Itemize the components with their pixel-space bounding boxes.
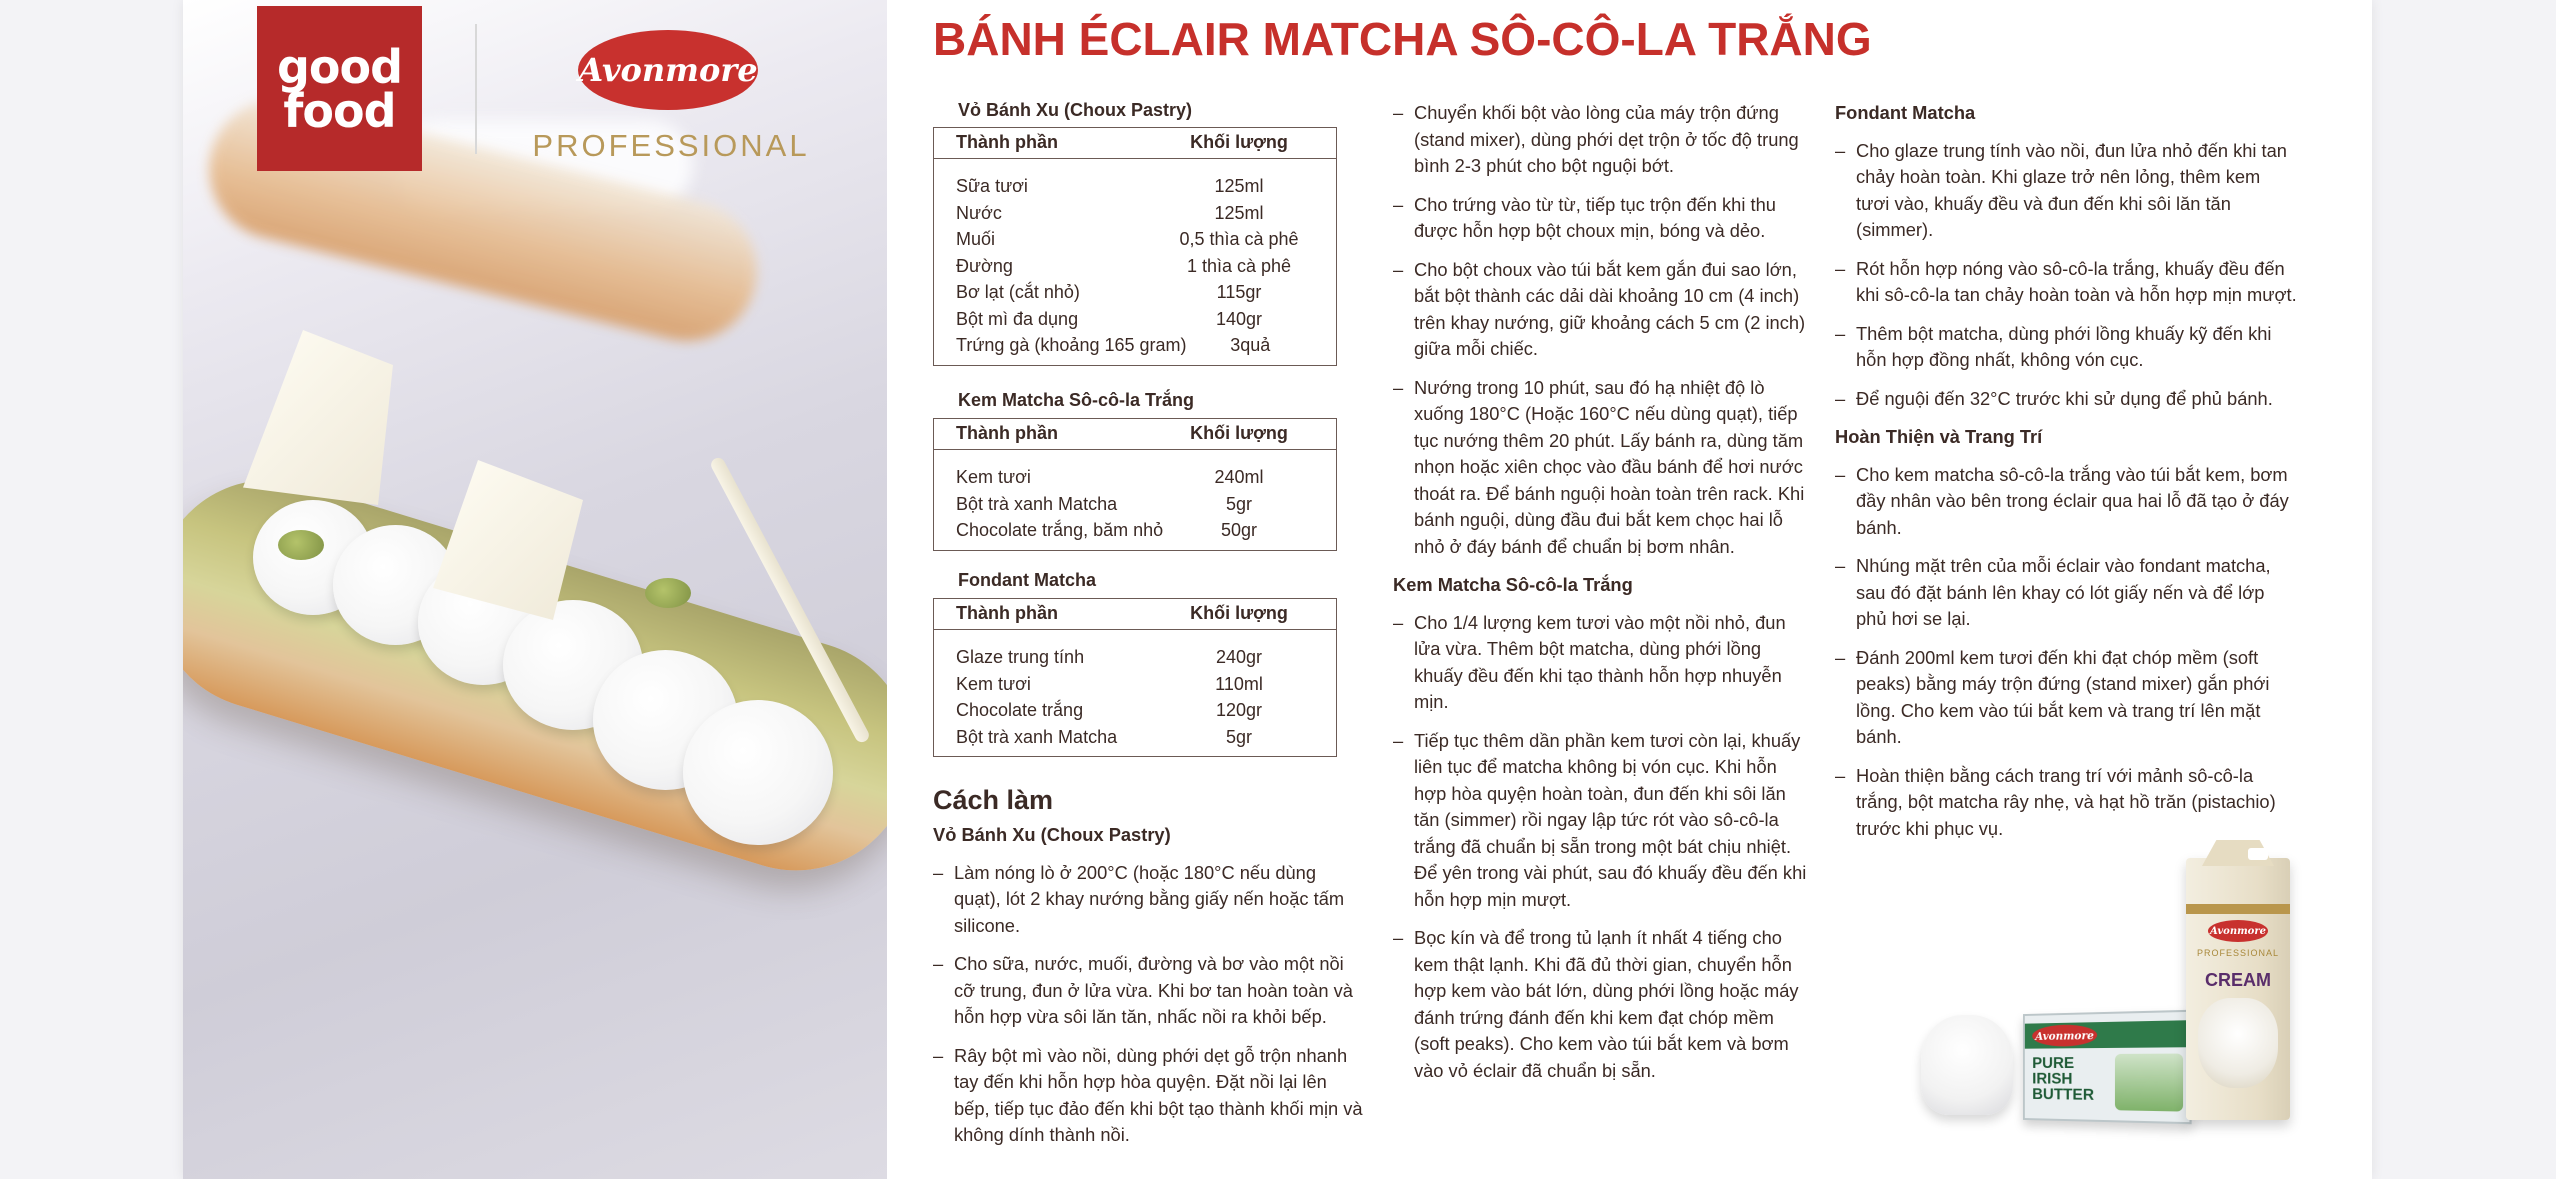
ingredient-qty: 3quả (1230, 335, 1271, 355)
ingredient-qty: 120gr (1215, 700, 1263, 720)
method-steps (1393, 100, 1813, 560)
butter-pack-cow-image (2115, 1054, 2183, 1112)
ingredient-name: Chocolate trắng (956, 700, 1084, 720)
table-row (934, 644, 1336, 671)
method-step: – Tiếp tục thêm dần phần kem tươi còn lại, khuấy liên tục để matcha không bị vón cục. Khi hỗn hợp hòa quyện hoàn toàn, đun đến khi sôi lăn tăn (simmer) rồi ngay lập tức rót vào sô-cô-la trắng đã chuẩn bị sẵn trong một bát chịu nhiệt. Để yên trong vài phút, sau đó khuấy đều đến khi hỗn hợp mịn mượt. (1393, 728, 1813, 914)
ingredient-name: Bơ lạt (cắt nhỏ) (956, 282, 1080, 302)
recipe-page (183, 0, 2372, 1179)
method-step: – Cho kem matcha sô-cô-la trắng vào túi bắt kem, bơm đầy nhân vào bên trong éclair qua hai lỗ đã tạo ở đáy bánh. (1835, 462, 2297, 542)
white-chocolate-shard (243, 330, 393, 505)
table-header (934, 419, 1336, 450)
table-heading: Vỏ Bánh Xu (Choux Pastry) (958, 100, 1193, 120)
method-heading: Fondant Matcha (1835, 102, 1976, 123)
column-header-quantity: Khối lượng (1190, 603, 1288, 623)
ingredient-name: Kem tươi (956, 673, 1031, 694)
column-header-ingredient: Thành phần (956, 132, 1058, 152)
ingredients-table-choux (933, 127, 1337, 366)
column-header-ingredient: Thành phần (956, 423, 1058, 443)
method-heading: Kem Matcha Sô-cô-la Trắng (1393, 574, 1633, 595)
column-header-quantity: Khối lượng (1190, 132, 1288, 152)
method-step: – Thêm bột matcha, dùng phới lồng khuấy kỹ đến khi hỗn hợp đồng nhất, không vón cục. (1835, 321, 2297, 374)
ingredient-qty: 1 thìa cà phê (1186, 255, 1292, 276)
method-step: – Để nguội đến 32°C trước khi sử dụng để phủ bánh. (1835, 386, 2297, 413)
method-step: – Nướng trong 10 phút, sau đó hạ nhiệt độ lò xuống 180°C (Hoặc 160°C nếu dùng quạt), tiếp tục nướng thêm 20 phút. Lấy bánh ra, dùng tăm nhọn hoặc xiên chọc vào đầu bánh để hơi nước thoát ra. Để bánh nguội hoàn toàn trên rack. Khi bánh nguội, dùng đầu đui bắt kem chọc hai lỗ nhỏ ở đáy bánh để chuẩn bị bơm nhân. (1393, 375, 1813, 561)
table-row (934, 724, 1336, 751)
method-steps (1835, 138, 2297, 413)
avonmore-logo: Avonmore (578, 30, 758, 110)
method-step: – Hoàn thiện bằng cách trang trí với mảnh sô-cô-la trắng, bột matcha rây nhẹ, và hạt hồ trăn (pistachio) trước khi phục vụ. (1835, 763, 2297, 843)
avonmore-cream-carton (2186, 858, 2290, 1120)
ingredient-qty: 125ml (1214, 176, 1264, 196)
ingredient-qty: 5gr (1225, 726, 1252, 747)
cream-swirl (683, 700, 833, 845)
recipe-title: BÁNH ÉCLAIR MATCHA SÔ-CÔ-LA TRẮNG (933, 13, 1872, 65)
goodfood-logo (257, 6, 422, 171)
carton-cap (2248, 848, 2268, 860)
method-step: – Cho glaze trung tính vào nồi, đun lửa nhỏ đến khi tan chảy hoàn toàn. Khi glaze trở nên lỏng, thêm kem tươi vào, khuấy đều và đun đến khi sôi lăn tăn (simmer). (1835, 138, 2297, 244)
carton-logo: Avonmore (2208, 920, 2268, 942)
method-step: – Rót hỗn hợp nóng vào sô-cô-la trắng, khuấy đều đến khi sô-cô-la tan chảy hoàn toàn và hỗn hợp mịn mượt. (1835, 256, 2297, 309)
carton-professional: PROFESSIONAL (2196, 948, 2280, 958)
method-column-3 (1835, 100, 2297, 854)
table-header (934, 599, 1336, 630)
goodfood-logo-line2: food (283, 83, 396, 138)
eclair-photo (183, 0, 887, 1179)
ingredient-name: Bột trà xanh Matcha (956, 493, 1118, 514)
logo-divider (475, 24, 477, 154)
ingredient-name: Chocolate trắng, băm nhỏ (956, 520, 1164, 540)
column-header-quantity: Khối lượng (1190, 423, 1288, 443)
carton-label: CREAM (2205, 970, 2271, 990)
method-column-1 (933, 822, 1363, 1161)
table-row (934, 279, 1336, 306)
method-step: – Cho sữa, nước, muối, đường và bơ vào một nồi cỡ trung, đun ở lửa vừa. Khi bơ tan hoàn toàn và hỗn hợp vừa sôi lăn tăn, nhấc nồi ra khỏi bếp. (933, 951, 1363, 1031)
ingredient-qty: 240gr (1215, 647, 1263, 667)
goodfood-logo-line1: good (276, 39, 403, 94)
ingredient-name: Bột trà xanh Matcha (956, 726, 1118, 747)
ingredient-qty: 50gr (1220, 520, 1258, 540)
table-row (934, 517, 1336, 544)
carton-stripe (2186, 904, 2290, 914)
table-row (934, 173, 1336, 200)
method-steps (1835, 462, 2297, 843)
ingredient-name: Đường (956, 255, 1013, 276)
ingredient-name: Glaze trung tính (956, 647, 1085, 667)
table-heading: Kem Matcha Sô-cô-la Trắng (958, 390, 1195, 410)
method-step: – Chuyển khối bột vào lòng của máy trộn đứng (stand mixer), dùng phới dẹt trộn ở tốc độ trung bình 2-3 phút cho bột nguội bớt. (1393, 100, 1813, 180)
table-row (934, 491, 1336, 518)
pistachio (278, 530, 324, 560)
ingredient-qty: 0,5 thìa cà phê (1179, 229, 1299, 249)
method-step: – Cho trứng vào từ từ, tiếp tục trộn đến khi thu được hỗn hợp bột choux mịn, bóng và dẻo. (1393, 192, 1813, 245)
ingredients-table-fondant (933, 598, 1337, 757)
method-step: – Làm nóng lò ở 200°C (hoặc 180°C nếu dùng quạt), lót 2 khay nướng bằng giấy nến hoặc tấm silicone. (933, 860, 1363, 940)
ingredient-qty: 125ml (1214, 202, 1264, 223)
method-step: – Nhúng mặt trên của mỗi éclair vào fondant matcha, sau đó đặt bánh lên khay có lót giấy nến và để lớp phủ hơi se lại. (1835, 553, 2297, 633)
professional-wordmark: PROFESSIONAL (532, 128, 810, 163)
method-column-2 (1393, 100, 1813, 1096)
ingredient-qty: 110ml (1215, 673, 1263, 694)
method-steps (1393, 610, 1813, 1085)
method-step: – Đánh 200ml kem tươi đến khi đạt chóp mềm (soft peaks) bằng máy trộn đứng (stand mixer) gắn phới lồng. Cho kem vào túi bắt kem và trang trí lên mặt bánh. (1835, 645, 2297, 751)
ingredient-qty: 5gr (1225, 493, 1252, 514)
table-row (934, 253, 1336, 280)
table-row (934, 464, 1336, 491)
table-row (934, 306, 1336, 333)
table-header (934, 128, 1336, 159)
ingredient-name: Bột mì đa dụng (956, 308, 1079, 329)
table-row (934, 671, 1336, 698)
method-step: – Bọc kín và để trong tủ lạnh ít nhất 4 tiếng cho kem thật lạnh. Khi đã đủ thời gian, chuyển hỗn hợp kem vào bát lớn, dùng phới lồng hoặc máy đánh trứng đánh đến khi kem đạt chóp mềm (soft peaks). Cho kem vào túi bắt kem và bơm vào vỏ éclair đã chuẩn bị sẵn. (1393, 925, 1813, 1084)
ingredient-qty: 140gr (1215, 308, 1263, 329)
ingredient-name: Trứng gà (khoảng 165 gram) (956, 335, 1187, 355)
method-steps (933, 860, 1363, 1149)
table-heading: Fondant Matcha (958, 570, 1096, 590)
method-heading: Vỏ Bánh Xu (Choux Pastry) (933, 824, 1171, 845)
avonmore-butter-pack (2023, 1010, 2192, 1125)
method-title: Cách làm (933, 785, 1054, 815)
ingredient-name: Kem tươi (956, 467, 1031, 487)
butter-pack-logo: Avonmore (2032, 1024, 2097, 1047)
table-row (934, 226, 1336, 253)
method-step: – Cho bột choux vào túi bắt kem gắn đui sao lớn, bắt bột thành các dải dài khoảng 10 cm (4 inch) trên khay nướng, giữ khoảng cách 5 cm (2 inch) giữa mỗi chiếc. (1393, 257, 1813, 363)
ingredient-name: Muối (956, 229, 996, 249)
table-row (934, 200, 1336, 227)
method-step: – Rây bột mì vào nồi, dùng phới dẹt gỗ trộn nhanh tay đến khi hỗn hợp hòa quyện. Đặt nồi lại lên bếp, tiếp tục đảo đến khi bột tạo thành khối mịn và không dính thành nồi. (933, 1043, 1363, 1149)
ingredient-name: Nước (956, 202, 1002, 223)
carton-cream-image (2198, 998, 2278, 1088)
table-row (934, 697, 1336, 724)
ingredient-qty: 115gr (1216, 282, 1262, 302)
method-heading: Hoàn Thiện và Trang Trí (1835, 426, 2043, 447)
butter-pack-label: PURE IRISH BUTTER (2032, 1055, 2095, 1104)
ingredients-table-cream (933, 418, 1337, 551)
ingredient-qty: 240ml (1214, 467, 1264, 487)
column-header-ingredient: Thành phần (956, 603, 1058, 623)
ingredient-name: Sữa tươi (956, 176, 1028, 196)
method-step: – Cho 1/4 lượng kem tươi vào một nồi nhỏ, đun lửa vừa. Thêm bột matcha, dùng phới lồng khuấy đều đến khi tạo thành hỗn hợp nhuyễn mịn. (1393, 610, 1813, 716)
table-row (934, 332, 1336, 359)
pistachio (645, 578, 691, 608)
whipped-cream-dollop (1921, 1015, 2013, 1115)
